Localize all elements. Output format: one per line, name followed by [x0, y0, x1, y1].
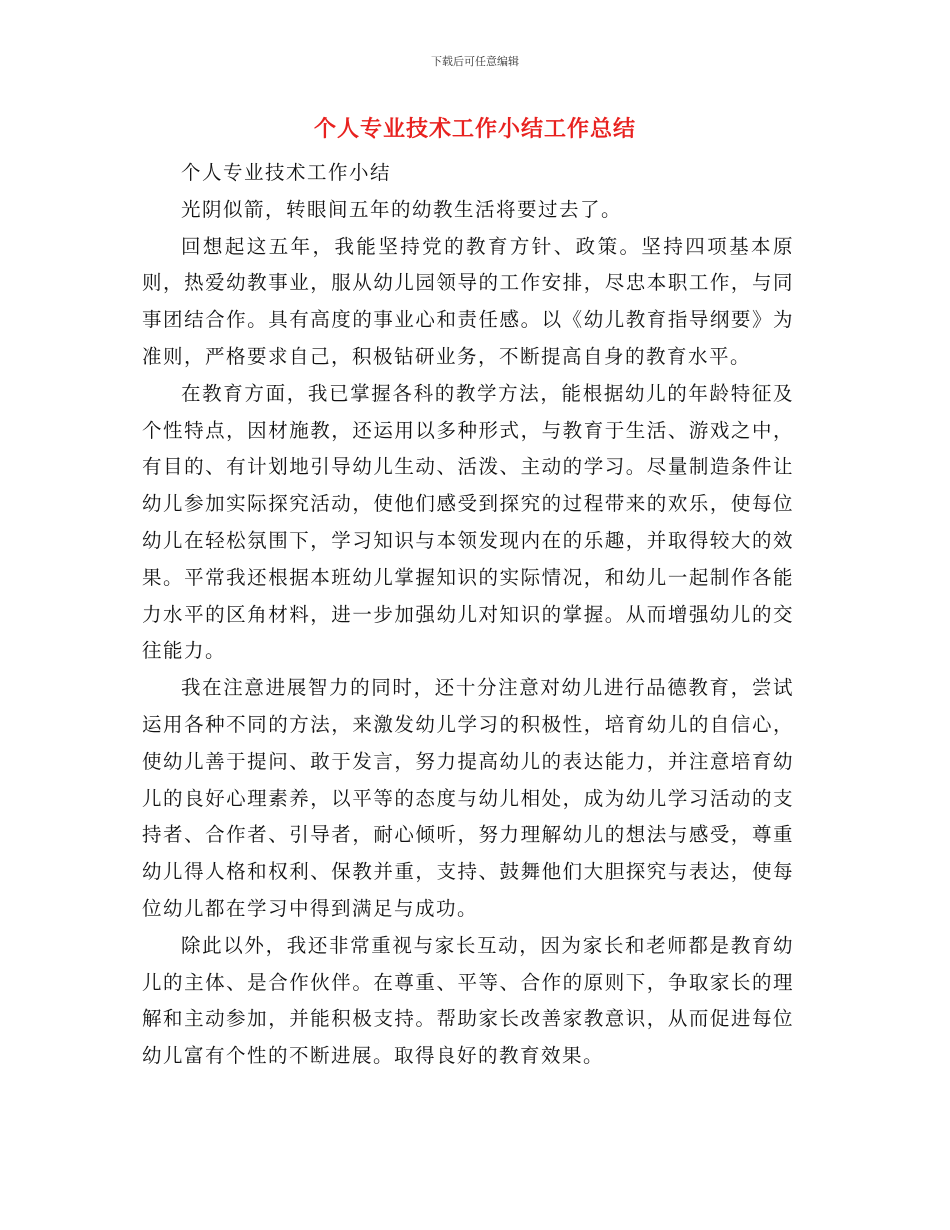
document-body — [142, 155, 794, 1075]
paragraph-parent-interaction: 除此以外，我还非常重视与家长互动，因为家长和老师都是教育幼儿的主体、是合作伙伴。在尊重、平等、合作的原则下，争取家长的理解和主动参加，并能积极支持。帮助家长改善家教意识，从而促进每位幼儿富有个性的不断进展。取得良好的教育效果。 — [142, 933, 794, 1068]
paragraph-moral-education: 我在注意进展智力的同时，还十分注意对幼儿进行品德教育，尝试运用各种不同的方法，来激发幼儿学习的积极性，培育幼儿的自信心，使幼儿善于提问、敢于发言，努力提高幼儿的表达能力，并注意培育幼儿的良好心理素养，以平等的态度与幼儿相处，成为幼儿学习活动的支持者、合作者、引导者，耐心倾听，努力理解幼儿的想法与感受，尊重幼儿得人格和权利、保教并重，支持、鼓舞他们大胆探究与表达，使每位幼儿都在学习中得到满足与成功。 — [142, 676, 794, 920]
header-note: 下载后可任意编辑 — [431, 55, 519, 68]
document-title: 个人专业技术工作小结工作总结 — [313, 117, 636, 142]
paragraph-intro: 光阴似箭，转眼间五年的幼教生活将要过去了。 — [181, 197, 623, 221]
paragraph-teaching-methods: 在教育方面，我已掌握各科的教学方法，能根据幼儿的年龄特征及个性特点，因材施教，还运用以多种形式，与教育于生活、游戏之中，有目的、有计划地引导幼儿生动、活泼、主动的学习。尽量制造条件让幼儿参加实际探究活动，使他们感受到探究的过程带来的欢乐，使每位幼儿在轻松氛围下，学习知识与本领发现内在的乐趣，并取得较大的效果。平常我还根据本班幼儿掌握知识的实际情况，和幼儿一起制作各能力水平的区角材料，进一步加强幼儿对知识的掌握。从而增强幼儿的交往能力。 — [142, 381, 794, 663]
paragraph-subtitle: 个人专业技术工作小结 — [181, 161, 392, 184]
paragraph-principles: 回想起这五年，我能坚持党的教育方针、政策。坚持四项基本原则，热爱幼教事业，服从幼儿园领导的工作安排，尽忠本职工作，与同事团结合作。具有高度的事业心和责任感。以《幼儿教育指导纲要》为准则，严格要求自己，积极钻研业务，不断提高自身的教育水平。 — [142, 234, 794, 368]
